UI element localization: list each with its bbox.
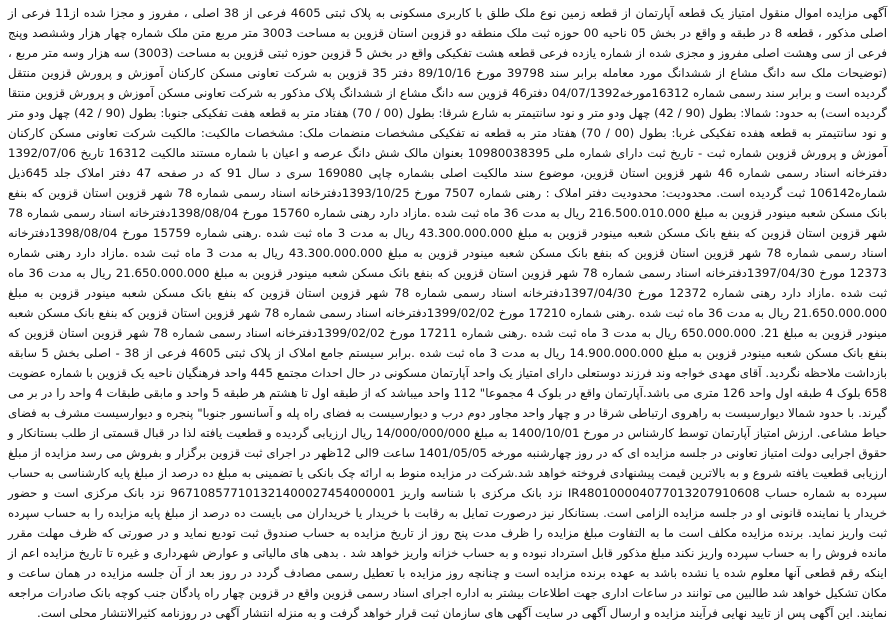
notice-body-text: آگهی مزایده اموال منقول امتیاز یک قطعه آپارتمان از قطعه زمین نوع ملک طلق با کاربری مسکونی به پلاک ثبتی 4605 فرعی از 38 اصلی ، مفروز و مجزا شده از11 فرعی از اصلی مذکور ، قطعه 8 در طبقه و واقع در بخش 05 ناحیه 00 حوزه ثبت ملک منطقه دو قزوین استان قزوین به مساحت 3003 متر مربع متن ملک شماره چهار هزار وششصد وپنج فرعی از سی وهشت اصلی مفروز و مجزی شده از شماره یازده فرعی قطعه هشت تفکیکی واقع در بخش 5 قزوین حوزه ثبتی قزوین به مساحت (3003) سه هزار وسه متر مربع ، (توضیحات ملک سه دانگ مشاع از ششدانگ مورد معامله برابر سند 39798 مورخ 89/10/16 دفتر 35 قزوین به شرکت تعاونی مسکن کارکنان آموزش و پرورش قزوین منتقل گردیده است و برابر سند رسمی شماره 16312مورخه04/07/1392 دفتر46 قزوین سه دانگ مشاع از ششدانگ پلاک مذکور به شرکت تعاونی مسکن آموزش و پرورش قزوین منتقا گردیده است) به حدود: شمالا: بطول (90 / 42) چهل ودو متر و نود سانتیمتر به شارع شرقا: بطول (00 / 70) هفتاد متر به قطعه هفت تفکیکی جنوبا: بطول (90 / 42) چهل ودو متر و نود سانتیمتر به قطعه هفده تفکیکی غربا: بطول (00 / 70) هفتاد متر به قطعه نه تفکیکی مشخصات منضمات ملک: مشخصات مالکیت: مالکیت شرکت تعاونی مسکن کارکنان آموزش و پرورش قزوین شماره ثبت - تاریخ ثبت دارای شماره ملی 10980038395 بعنوان مالک شش دانگ عرصه و اعیان با شماره مستند مالکیت 16312 تاریخ 1392/07/06 دفترخانه اسناد رسمی شماره 46 شهر قزوین استان قزوین، موضوع سند مالکیت اصلی بشماره چاپی 169080 سری د سال 91 که در صفحه 47 دفتر املاک جلد 645ذیل شماره106142 ثبت گردیده است. محدودیت: محدودیت دفتر املاک : رهنی شماره 7507 مورخ 1393/10/25دفترخانه اسناد رسمی شماره 78 شهر قزوین استان قزوین که بنفع بانک مسکن شعبه مینودر قزوین به مبلغ 216.500.010.000 ریال به مدت 36 ماه ثبت شده .مازاد دارد رهنی شماره 15760 مورخ 1398/08/04دفترخانه اسناد رسمی شماره 78 شهر قزوین استان قزوین که بنفع بانک مسکن شعبه مینودر قزوین به مبلغ 43.300.000.000 ریال به مدت 3 ماه ثبت شده .رهنی شماره 15759 مورخ 1398/08/04دفترخانه اسناد رسمی شماره 78 شهر قزوین استان قزوین که بنفع بانک مسکن شعبه مینودر قزوین به مبلغ 43.300.000.000 ریال به مدت 3 ماه ثبت شده .مازاد دارد رهنی شماره 12373 مورخ 1397/04/30دفترخانه اسناد رسمی شماره 78 شهر قزوین استان قزوین که بنفع بانک مسکن شعبه مینودر قزوین به مبلغ 21.650.000.000 ریال به مدت 36 ماه ثبت شده .مازاد دارد رهنی شماره 12372 مورخ 1397/04/30دفترخانه اسناد رسمی شماره 78 شهر قزوین استان قزوین که بنفع بانک مسکن شعبه مینودر قزوین به مبلغ 21.650.000.000 ریال به مدت 36 ماه ثبت شده .رهنی شماره 17210 مورخ 1399/02/02دفترخانه اسناد رسمی شماره 78 شهر قزوین استان قزوین که بنفع بانک مسکن شعبه مینودر قزوین به مبلغ 21. 650.000.000 ریال به مدت 3 ماه ثبت شده .رهنی شماره 17211 مورخ 1399/02/02دفترخانه اسناد رسمی شماره 78 شهر قزوین استان قزوین که بنفع بانک مسکن شعبه مینودر قزوین به مبلغ 14.900.000.000 ریال به مدت 3 ماه ثبت شده .برابر سیستم جامع املاک از پلاک ثبتی 4605 فرعی از 38 - اصلی بخش 5 سابقه بازداشت ملاحظه نگردید. آقای مهدی خواجه وند فرزند دوستعلی دارای امتیاز یک واحد آپارتمان مسکونی در حال احداث مجتمع 445 واحد فرهنگیان ناحیه یک قزوین با شماره عضویت 658 بلوک 4 طبقه اول واحد 126 متری می باشد.آپارتمان واقع در بلوک 4 مجموعا" 112 واحد میباشد که از طبقه اول تا هشتم هر طبقه 5 واحد و مابقی طبقات 4 واحد را در بر می گیرند. با حدود شمالا دیوارسیست به راهروی ارتباطی شرقا در و چهار واحد مجاور دوم درب و دیوارسیست به فضای راه پله و آسانسور جنوبا" پنجره و دیوارسیست مشرف به فضای حیاط مشاعی. ارزش امتیاز آپارتمان توسط کارشناس در مورخ 1400/10/01 به مبلغ 14/000/000/000 ریال ارزیابی گردیده و قطعیت یافته لذا در قبال قسمتی از طلب بستانکار و حقوق اجرایی دولت امتیاز تعاونی در جلسه مزایده ای که در روز چهارشنبه مورخه 1401/05/05 ساعت 9الی 12ظهر در اجرای ثبت قزوین برگزار و بفروش می رسد مزایده از مبلغ ارزیابی قطعیت یافته شروع و به بالاترین قیمت پیشنهادی فروخته خواهد شد.شرکت در مزایده منوط به ارائه چک بانکی یا تضمینی به مبلغ ده درصد از مبلغ پایه کارشناسی به حساب سپرده به شماره حساب IR480100004077013207910608 نزد بانک مرکزی با شناسه واریز 967108577101321400027454000001 نزد بانک مرکزی است و حضور خریدار یا نماینده قانونی او در جلسه مزایده الزامی است. بستانکار نیز درصورت تمایل به رقابت با خریدار یا خریداران می بایست ده درصد از مبلغ پایه مزایده را به حساب سپرده ثبت واریز نماید. برنده مزایده مکلف است ما به التفاوت مبلغ مزایده را ظرف مدت پنج روز از تاریخ مزایده به حساب صندوق ثبت تودیع نماید و در صورتی که ظرف مهلت مقرر مانده فروش را به حساب سپرده واریز نکند مبلغ مذکور قابل استرداد نبوده و به حساب خزانه واریز خواهد شد . بدهی های مالیاتی و عوارض شهرداری و غیره تا تاریخ مزایده اعم از اینکه رقم قطعی آنها معلوم شده یا نشده باشد به عهده برنده مزایده است و چنانچه روز مزایده با تعطیل رسمی مصادف گردد در روز بعد از آن جلسه مزایده در همان ساعت و مکان تشکیل خواهد شد طالبین می توانند در ساعات اداری جهت اطلاعات بیشتر به اداره اجرای اسناد رسمی قزوین واقع در قزوین چهار راه پادگان جنب کوچه بانک صادرات مراجعه نمایند. این آگهی پس از تایید نهایی فرآیند مزایده و ارسال آگهی در سایت آگهی های سازمان ثبت قرار خواهد گرفت و به منزله انتشار آگهی در روزنامه کثیرالانتشار محلی است. <box>8 6 888 620</box>
